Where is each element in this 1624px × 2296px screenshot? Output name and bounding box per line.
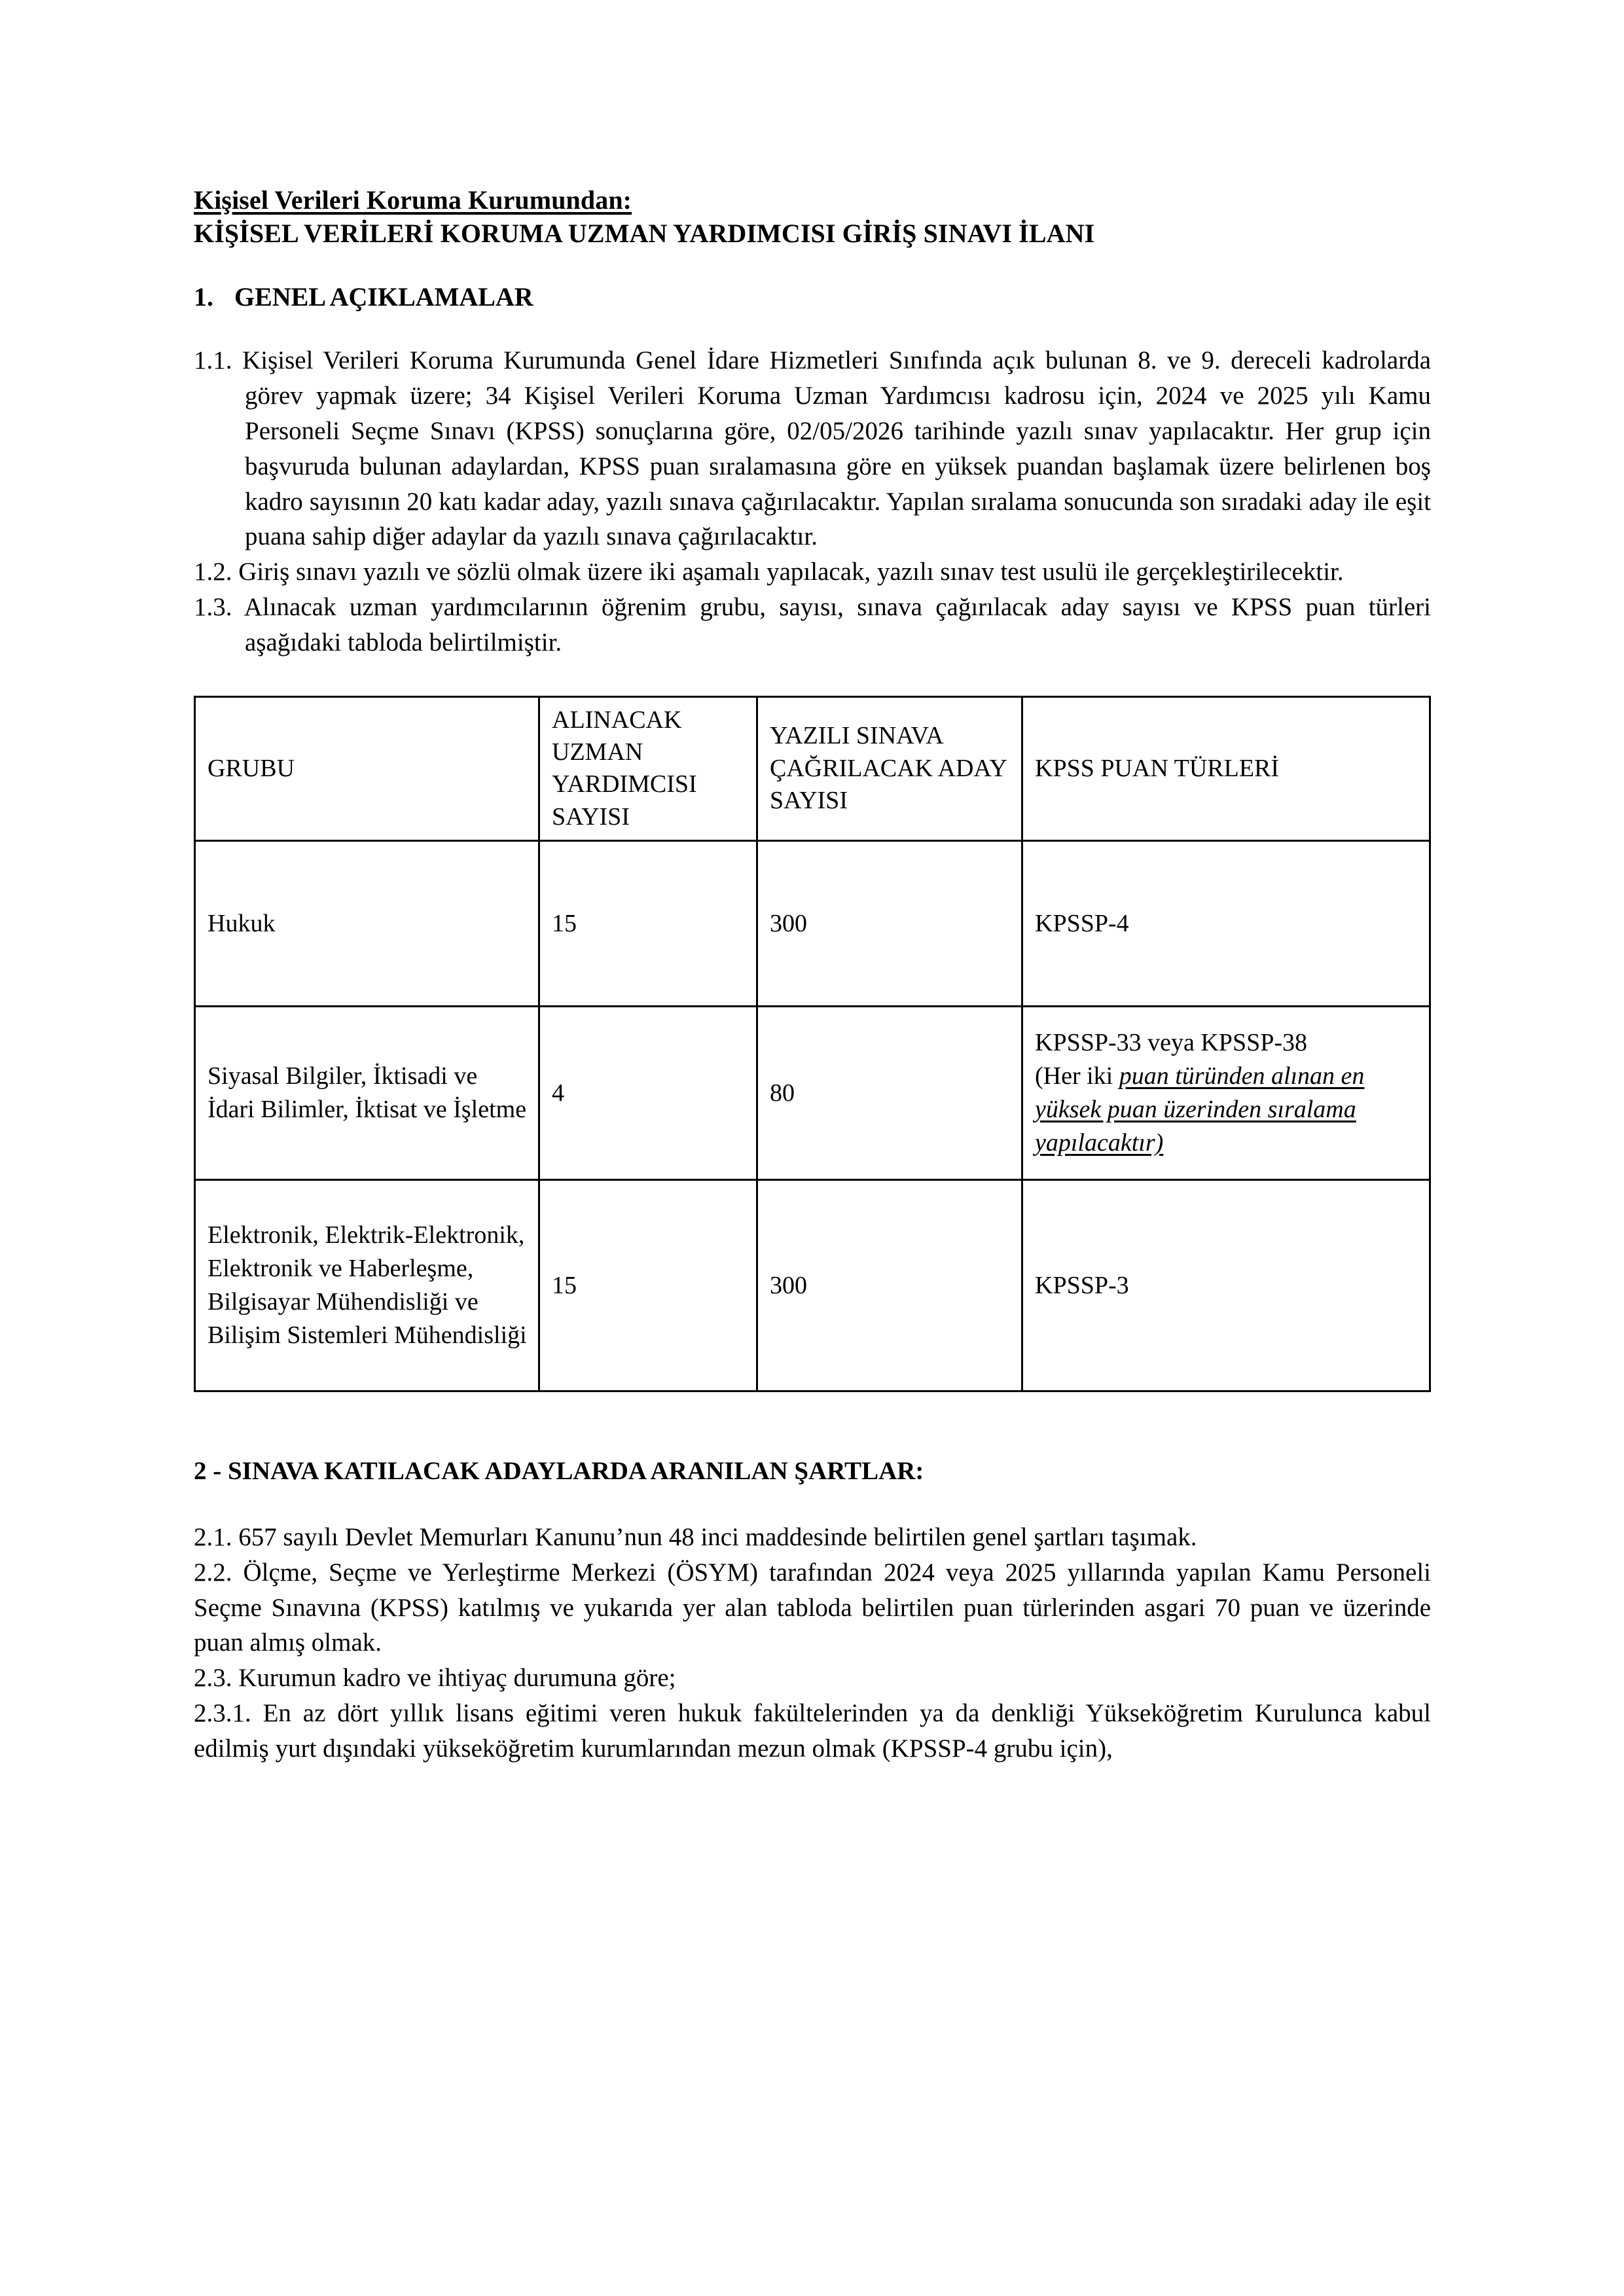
- paragraph-2-2: 2.2. Ölçme, Seçme ve Yerleştirme Merkezi (ÖSYM) tarafından 2024 veya 2025 yıllarında yapılan Kamu Personeli Seçme Sınavına (KPSS) katılmış ve yukarıda yer alan tabloda belirtilen puan türlerinden asgari 70 puan ve üzerinde puan almış olmak.: [194, 1558, 1431, 1657]
- table-row: [195, 841, 1430, 1007]
- table-header-grubu: GRUBU: [195, 696, 539, 841]
- paragraph-1-1: 1.1. Kişisel Verileri Koruma Kurumunda Genel İdare Hizmetleri Sınıfında açık bulunan 8. ve 9. dereceli kadrolarda görev yapmak üzere; 34 Kişisel Verileri Koruma Uzman Yardımcısı kadrosu için, 2024 ve 2025 yılı Kamu Personeli Seçme Sınavı (KPSS) sonuçlarına göre, 02/05/2026 tarihinde yazılı sınav yapılacaktır. Her grup için başvuruda bulunan adaylardan, KPSS puan sıralamasına göre en yüksek puandan başlamak üzere belirlenen boş kadro sayısının 20 katı kadar aday, yazılı sınava çağırılacaktır. Yapılan sıralama sonucunda son sıradaki aday ile eşit puana sahip diğer adaylar da yazılı sınava çağırılacaktır.: [194, 346, 1431, 551]
- table-header-row: [195, 696, 1430, 841]
- table-row: [195, 1007, 1430, 1180]
- table-header-kpss-puan-turleri: KPSS PUAN TÜRLERİ: [1022, 696, 1430, 841]
- table-header-alinacak-uzman-yardimcisi-sayisi: ALINACAK UZMAN YARDIMCISI SAYISI: [539, 696, 757, 841]
- kpss-puan-turu-note-emphasis: puan türünden alınan en yüksek puan üzerinden sıralama yapılacaktır): [1035, 1062, 1365, 1157]
- table-row: [195, 1180, 1430, 1391]
- kpss-puan-turu-note-prefix: (Her iki: [1035, 1062, 1119, 1090]
- cell-aday-sayisi: 300: [757, 841, 1022, 1007]
- paragraph-2-1: 2.1. 657 sayılı Devlet Memurları Kanunu’nun 48 inci maddesinde belirtilen genel şartları taşımak.: [194, 1522, 1197, 1551]
- cell-kpss-puan-turu: KPSSP-4: [1022, 841, 1430, 1007]
- section-1-label: GENEL AÇIKLAMALAR: [234, 282, 533, 312]
- quota-table-wrapper: [194, 696, 1431, 1393]
- paragraph-1-3: 1.3. Alınacak uzman yardımcılarının öğrenim grubu, sayısı, sınava çağırılacak aday sayısı ve KPSS puan türleri aşağıdaki tabloda belirtilmiştir.: [194, 593, 1431, 656]
- cell-kpss-puan-turu: [1022, 1007, 1430, 1180]
- paragraph-2-3: 2.3. Kurumun kadro ve ihtiyaç durumuna göre;: [194, 1664, 676, 1693]
- paragraph-2-3-1: 2.3.1. En az dört yıllık lisans eğitimi veren hukuk fakültelerinden ya da denkliği Yükseköğretim Kurulunca kabul edilmiş yurt dışındaki yükseköğretim kurumlarından mezun olmak (KPSSP-4 grubu için),: [194, 1699, 1431, 1763]
- cell-alinacak-sayisi: 15: [539, 841, 757, 1007]
- section-2-heading: 2 - SINAVA KATILACAK ADAYLARDA ARANILAN ŞARTLAR:: [194, 1457, 924, 1486]
- issuing-authority-line: Kişisel Verileri Koruma Kurumundan:: [194, 185, 632, 215]
- cell-grubu: Hukuk: [195, 841, 539, 1007]
- cell-alinacak-sayisi: 15: [539, 1180, 757, 1391]
- kpss-puan-turu-main: KPSSP-33 veya KPSSP-38: [1035, 1029, 1307, 1057]
- paragraph-1-2: 1.2. Giriş sınavı yazılı ve sözlü olmak üzere iki aşamalı yapılacak, yazılı sınav test usulü ile gerçekleştirilecektir.: [194, 558, 1344, 586]
- section-1-number: 1.: [194, 282, 213, 312]
- spacer-before-section-2: [194, 1429, 1431, 1455]
- cell-grubu: Siyasal Bilgiler, İktisadi ve İdari Bilimler, İktisat ve İşletme: [195, 1007, 539, 1180]
- cell-aday-sayisi: 300: [757, 1180, 1022, 1391]
- section-1-heading: [194, 280, 1431, 314]
- cell-aday-sayisi: 80: [757, 1007, 1022, 1180]
- spacer-after-table: [194, 1392, 1431, 1429]
- page-content: [194, 183, 1431, 1767]
- document-title: KİŞİSEL VERİLERİ KORUMA UZMAN YARDIMCISI GİRİŞ SINAVI İLANI: [194, 219, 1095, 249]
- table-header-yazili-sinava-cagrilacak-aday-sayisi: YAZILI SINAVA ÇAĞRILACAK ADAY SAYISI: [757, 696, 1022, 841]
- quota-table: [194, 696, 1431, 1393]
- cell-kpss-puan-turu: KPSSP-3: [1022, 1180, 1430, 1391]
- cell-alinacak-sayisi: 4: [539, 1007, 757, 1180]
- cell-grubu: Elektronik, Elektrik-Elektronik, Elektronik ve Haberleşme, Bilgisayar Mühendisliği ve Bilişim Sistemleri Mühendisliği: [195, 1180, 539, 1391]
